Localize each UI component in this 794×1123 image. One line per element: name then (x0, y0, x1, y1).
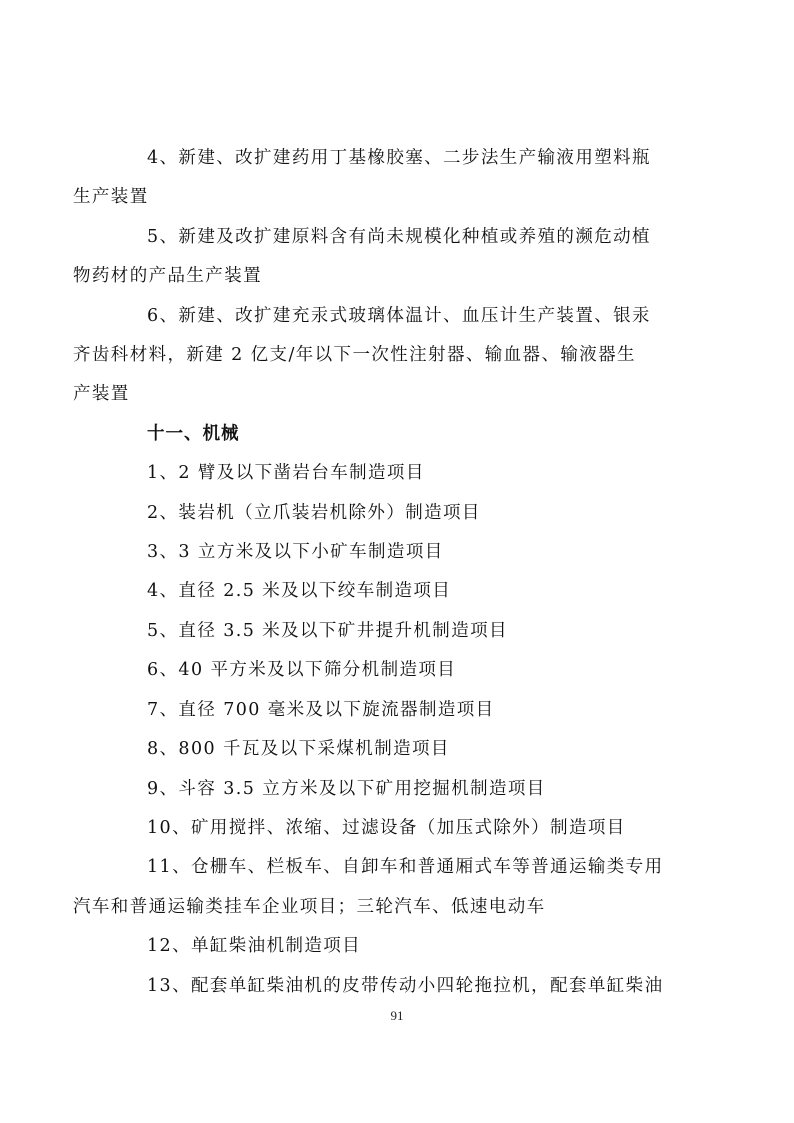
text-line: 9、斗容 3.5 立方米及以下矿用挖掘机制造项目 (147, 778, 546, 799)
list-item (73, 297, 688, 415)
text-line: 5、新建及改扩建原料含有尚未规模化种植或养殖的濒危动植 (147, 226, 651, 247)
section-heading (110, 415, 688, 454)
list-item (110, 730, 688, 769)
text-line: 1、2 臂及以下凿岩台车制造项目 (147, 463, 425, 484)
text-line: 13、配套单缸柴油机的皮带传动小四轮拖拉机，配套单缸柴油 (147, 975, 664, 996)
text-line: 十一、机械 (147, 423, 240, 444)
page-number: 91 (390, 1008, 404, 1023)
text-line: 8、800 千瓦及以下采煤机制造项目 (147, 739, 450, 760)
text-line: 7、直径 700 毫米及以下旋流器制造项目 (147, 699, 495, 720)
text-line: 齐齿科材料，新建 2 亿支/年以下一次性注射器、输血器、输液器生 (73, 345, 636, 366)
list-item (73, 848, 688, 927)
text-line: 4、新建、改扩建药用丁基橡胶塞、二步法生产输液用塑料瓶 (147, 148, 651, 168)
page-body (73, 139, 688, 1006)
text-line: 汽车和普通运输类挂车企业项目；三轮汽车、低速电动车 (73, 896, 546, 917)
text-line: 物药材的产品生产装置 (73, 266, 262, 287)
text-line: 4、直径 2.5 米及以下绞车制造项目 (147, 581, 452, 602)
list-item (110, 651, 688, 690)
list-item (73, 218, 688, 297)
list-item (110, 691, 688, 730)
text-line: 6、40 平方米及以下筛分机制造项目 (147, 660, 457, 681)
text-line: 6、新建、改扩建充汞式玻璃体温计、血压计生产装置、银汞 (147, 305, 651, 326)
list-item (73, 139, 688, 218)
text-line: 11、仓栅车、栏板车、自卸车和普通厢式车等普通运输类专用 (147, 857, 664, 878)
text-line: 10、矿用搅拌、浓缩、过滤设备（加压式除外）制造项目 (147, 817, 626, 838)
list-item (110, 533, 688, 572)
text-line: 2、装岩机（立爪装岩机除外）制造项目 (147, 502, 481, 523)
list-item (110, 809, 688, 848)
list-item (110, 770, 688, 809)
list-item (110, 454, 688, 493)
list-item (110, 572, 688, 611)
text-line: 3、3 立方米及以下小矿车制造项目 (147, 542, 444, 563)
text-line: 产装置 (73, 384, 130, 405)
list-item (110, 967, 688, 1006)
list-item (110, 494, 688, 533)
text-line: 5、直径 3.5 米及以下矿井提升机制造项目 (147, 620, 508, 641)
text-line: 生产装置 (73, 187, 149, 208)
list-item (110, 927, 688, 966)
text-line: 12、单缸柴油机制造项目 (147, 936, 362, 957)
list-item (110, 612, 688, 651)
